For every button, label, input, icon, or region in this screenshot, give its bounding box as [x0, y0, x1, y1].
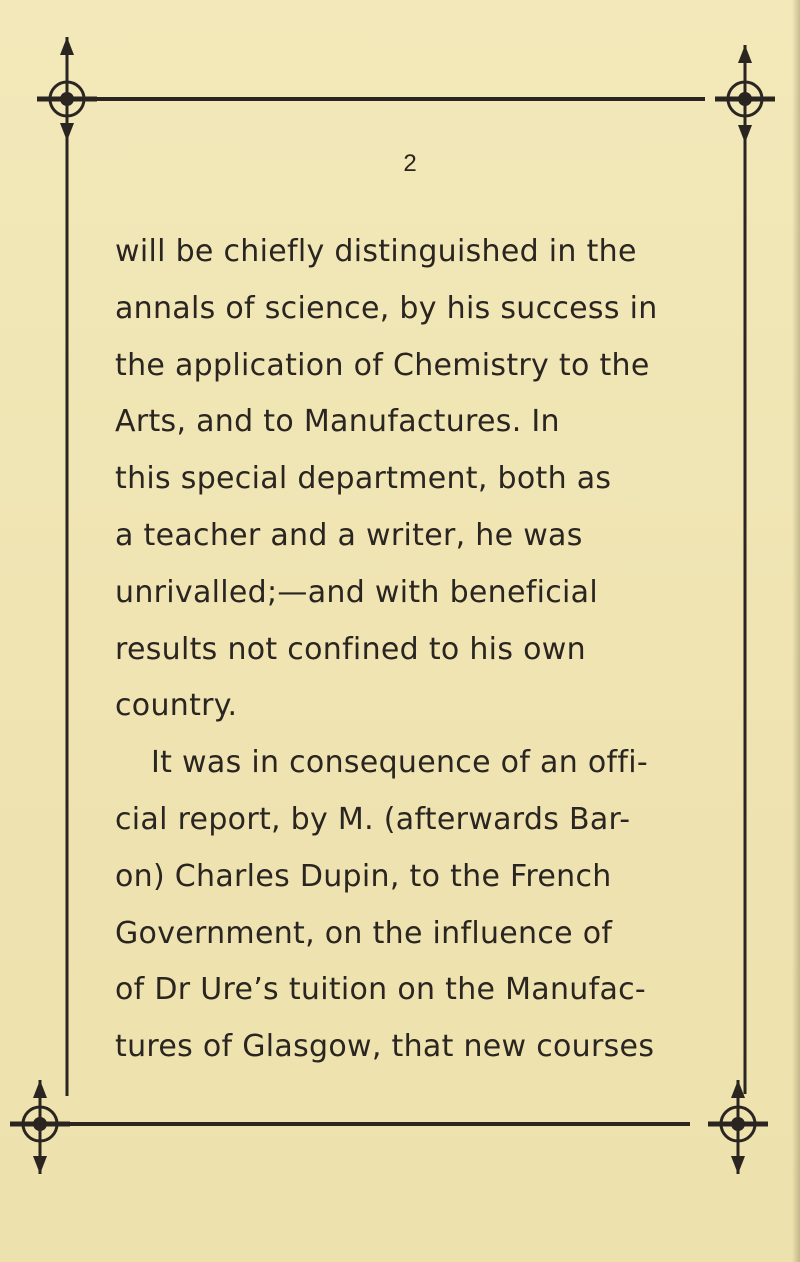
corner-ornament-bottom-right — [708, 1080, 768, 1174]
text-line: cial report, by M. (afterwards Bar- — [115, 801, 631, 837]
text-line: Government, on the influence of — [115, 915, 613, 951]
text-line: results not confined to his own — [115, 631, 586, 667]
corner-ornament-top-left — [37, 37, 97, 141]
text-line: of Dr Ure’s tuition on the Manufac- — [115, 972, 647, 1008]
page-edge-shadow — [792, 0, 800, 1262]
text-line: a teacher and a writer, he was — [115, 517, 583, 553]
text-line: will be chiefly distinguished in the — [115, 234, 637, 269]
corner-ornament-bottom-left — [10, 1080, 70, 1174]
text-line: Arts, and to Manufactures. In — [115, 404, 560, 440]
text-line: this special department, both as — [115, 461, 612, 497]
text-line: the application of Chemistry to the — [115, 347, 650, 383]
text-line: country. — [115, 688, 238, 724]
paragraph-start-line: It was in consequence of an offi- — [151, 745, 649, 781]
corner-ornament-top-right — [715, 45, 775, 143]
text-line: tures of Glasgow, that new courses — [115, 1029, 655, 1065]
text-line: annals of science, by his success in — [115, 290, 658, 326]
text-line: unrivalled;—and with beneficial — [115, 574, 598, 610]
body-text — [115, 224, 715, 1076]
page-number: 2 — [403, 150, 417, 177]
text-line: on) Charles Dupin, to the French — [115, 858, 612, 894]
